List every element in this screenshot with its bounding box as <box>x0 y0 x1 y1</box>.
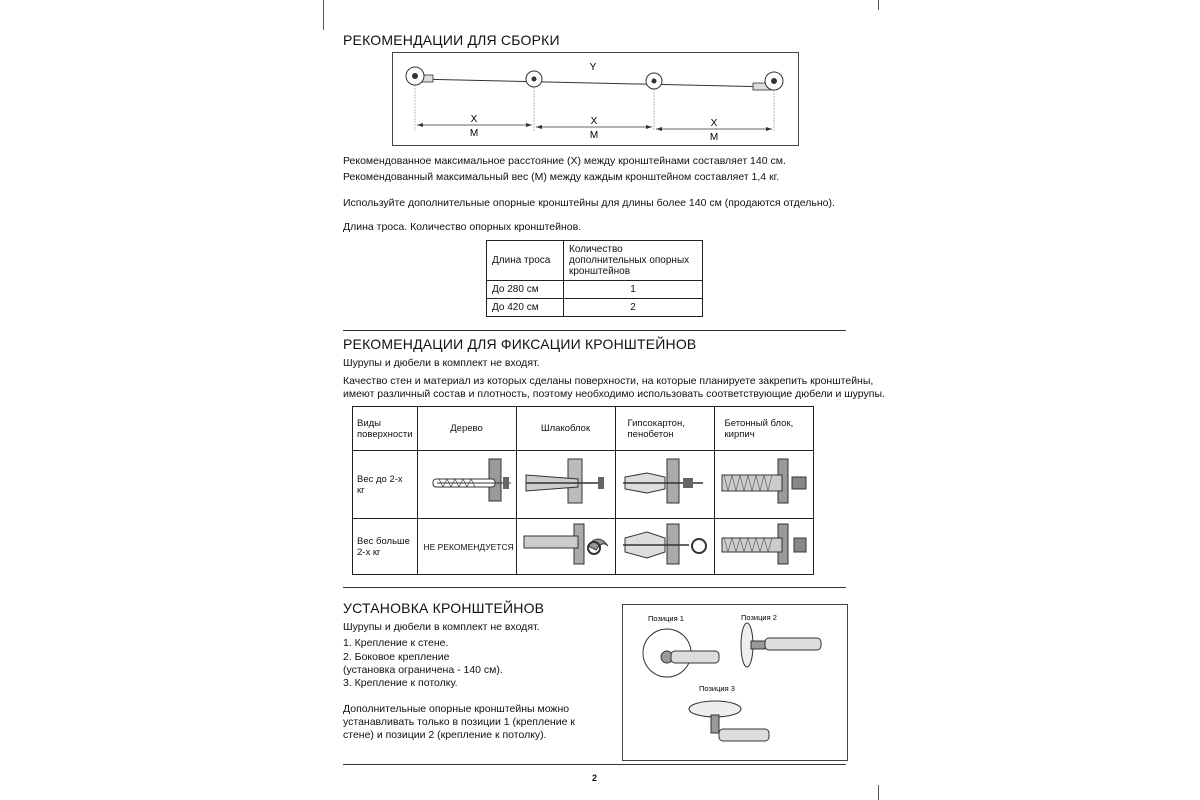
position-3-label: Позиция 3 <box>699 684 735 693</box>
label-x-2: X <box>590 116 598 127</box>
cell-length-420: До 420 см <box>487 299 564 317</box>
row-label-heavy: Вес больше 2-х кг <box>353 519 418 575</box>
header-cinderblock: Шлакоблок <box>516 407 615 451</box>
img-concrete-heavy <box>714 519 813 575</box>
label-y: Y <box>589 62 597 73</box>
page-edge-mark-right <box>878 0 879 10</box>
label-x-1: X <box>470 114 478 125</box>
img-drywall-light <box>615 451 714 519</box>
cable-span-svg <box>393 53 798 145</box>
fixing-line-1: Шурупы и дюбели в комплект не входят. <box>343 357 540 369</box>
position-1-label: Позиция 1 <box>648 614 684 623</box>
label-m-3: M <box>709 132 719 143</box>
install-line-1: Шурупы и дюбели в комплект не входят. <box>343 621 540 633</box>
header-cable-length: Длина троса <box>487 241 564 281</box>
img-cinderblock-light <box>516 451 615 519</box>
header-wood: Дерево <box>417 407 516 451</box>
section-title-assembly: РЕКОМЕНДАЦИИ ДЛЯ СБОРКИ <box>343 32 560 48</box>
section-title-install: УСТАНОВКА КРОНШТЕЙНОВ <box>343 600 545 616</box>
bracket-positions-diagram <box>622 604 848 761</box>
assembly-line-4: Длина троса. Количество опорных кронштейнов. <box>343 221 582 233</box>
bracket-positions-svg <box>623 605 847 760</box>
img-concrete-light <box>714 451 813 519</box>
label-m-1: M <box>469 128 479 139</box>
cell-length-280: До 280 см <box>487 281 564 299</box>
section-title-fixing: РЕКОМЕНДАЦИИ ДЛЯ ФИКСАЦИИ КРОНШТЕЙНОВ <box>343 336 697 352</box>
section-divider-1 <box>343 330 846 331</box>
cell-count-2: 2 <box>564 299 703 317</box>
footer-rule <box>343 764 846 765</box>
install-note-1: Дополнительные опорные кронштейны можно <box>343 703 570 715</box>
img-drywall-heavy <box>615 519 714 575</box>
assembly-line-2: Рекомендованный максимальный вес (M) между каждым кронштейном составляет 1,4 кг. <box>343 171 780 183</box>
fixing-line-2a: Качество стен и материал из которых сделаны поверхности, на которые планируете закрепить кронштейны, <box>343 375 874 387</box>
page-edge-mark-left <box>323 0 324 30</box>
assembly-line-1: Рекомендованное максимальное расстояние (X) между кронштейнами составляет 140 см. <box>343 155 786 167</box>
header-extra-brackets: Количество дополнительных опорных кронштейнов <box>564 241 703 281</box>
section-divider-2 <box>343 587 846 588</box>
cell-count-1: 1 <box>564 281 703 299</box>
install-step-1: 1. Крепление к стене. <box>343 637 449 649</box>
position-2-label: Позиция 2 <box>741 613 777 622</box>
header-surface-type: Виды поверхности <box>353 407 418 451</box>
label-x-3: X <box>710 118 718 129</box>
img-cinderblock-heavy <box>516 519 615 575</box>
install-note-3: стене) и позиции 2 (крепление к потолку). <box>343 729 547 741</box>
cable-line <box>415 79 773 87</box>
img-wood-light <box>417 451 516 519</box>
row-label-light: Вес до 2-х кг <box>353 451 418 519</box>
cable-span-diagram <box>392 52 799 146</box>
not-recommended-text: НЕ РЕКОМЕНДУЕТСЯ <box>417 519 516 575</box>
page-edge-mark-right-bottom <box>878 785 879 800</box>
header-drywall: Гипсокартон, пенобетон <box>615 407 714 451</box>
assembly-line-3: Используйте дополнительные опорные кронштейны для длины более 140 см (продаются отдельно). <box>343 197 835 209</box>
surface-fixing-table <box>352 406 814 575</box>
cable-length-table <box>486 240 703 317</box>
install-step-2: 2. Боковое крепление <box>343 651 450 663</box>
page-number: 2 <box>592 773 598 783</box>
fixing-line-2b: имеют различный состав и плотность, поэтому необходимо использовать соответствующие дюбели и шурупы. <box>343 388 885 400</box>
install-step-2-note: (установка ограничена - 140 см). <box>343 664 503 676</box>
label-m-2: M <box>589 130 599 141</box>
header-concrete: Бетонный блок, кирпич <box>714 407 813 451</box>
install-step-3: 3. Крепление к потолку. <box>343 677 458 689</box>
install-note-2: устанавливать только в позиции 1 (крепление к <box>343 716 575 728</box>
